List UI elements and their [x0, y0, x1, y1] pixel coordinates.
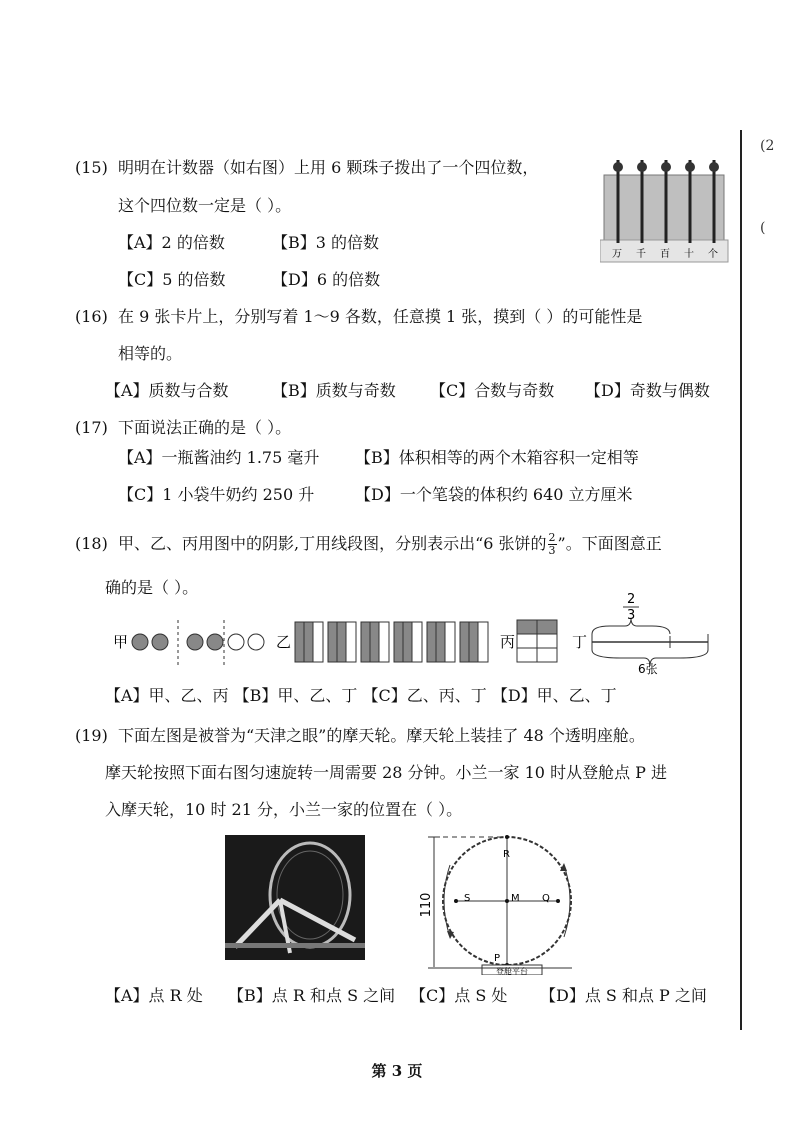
figure-label-bing: 丙	[500, 633, 516, 651]
q19-text: 入摩天轮，10 时 21 分，小兰一家的位置在（ ）。	[105, 800, 463, 819]
q15-text: 明明在计数器（如右图）上用 6 颗珠子拨出了一个四位数，	[118, 158, 539, 177]
q16-option-b[interactable]: 【B】质数与奇数	[272, 381, 396, 400]
q15-option-c[interactable]: 【C】5 的倍数	[118, 270, 226, 289]
abacus-label: 万	[612, 249, 622, 260]
abacus-label: 个	[708, 249, 718, 260]
q18-text: 确的是（ ）。	[105, 578, 199, 597]
point-m: M	[511, 893, 520, 904]
q16-text: 相等的。	[118, 344, 183, 363]
q19-number: (19)	[75, 726, 108, 745]
q15-number: (15)	[75, 158, 108, 177]
figure-label-yi: 乙	[276, 633, 292, 651]
tianjin-eye-photo	[225, 835, 365, 960]
segment-frac-den: 3	[627, 608, 636, 623]
q17-text: 下面说法正确的是（ ）。	[118, 418, 292, 437]
q18-number: (18)	[75, 534, 108, 553]
q17-option-c[interactable]: 【C】1 小袋牛奶约 250 升	[118, 485, 315, 504]
point-p: P	[494, 953, 501, 964]
ferris-wheel-diagram	[410, 825, 585, 975]
q17-option-b[interactable]: 【B】体积相等的两个木箱容积一定相等	[355, 448, 639, 467]
q15-text: 这个四位数一定是（ ）。	[118, 196, 292, 215]
abacus-image	[600, 155, 730, 265]
q16-option-c[interactable]: 【C】合数与奇数	[430, 381, 555, 400]
point-r: R	[503, 849, 510, 860]
margin-line	[740, 130, 742, 1030]
q19-text: 摩天轮按照下面右图匀速旋转一周需要 28 分钟。小兰一家 10 时从登舱点 P 进	[105, 763, 668, 782]
abacus-label: 千	[636, 249, 646, 260]
abacus-label: 十	[684, 249, 694, 260]
segment-frac-num: 2	[627, 592, 636, 607]
page-number: 第 3 页	[371, 1062, 423, 1080]
q18-text: 甲、乙、丙用图中的阴影,丁用线段图，分别表示出“6 张饼的 $\frac{2}{3}$ ”。下面图意正	[118, 531, 662, 558]
platform-label: 登舱平台	[496, 967, 528, 975]
q19-option-b[interactable]: 【B】点 R 和点 S 之间	[228, 986, 396, 1005]
q17-number: (17)	[75, 418, 108, 437]
height-label: 110	[419, 892, 434, 918]
q16-text: 在 9 张卡片上，分别写着 1～9 各数，任意摸 1 张，摸到（ ）的可能性是	[118, 307, 643, 326]
q17-option-a[interactable]: 【A】一瓶酱油约 1.75 毫升	[118, 448, 320, 467]
abacus-label: 百	[660, 249, 670, 260]
side-mark: (2	[760, 138, 775, 154]
q18-options[interactable]: 【A】甲、乙、丙 【B】甲、乙、丁 【C】乙、丙、丁 【D】甲、乙、丁	[105, 686, 617, 705]
q19-option-c[interactable]: 【C】点 S 处	[410, 986, 508, 1005]
q15-option-a[interactable]: 【A】2 的倍数	[118, 233, 225, 252]
q17-option-d[interactable]: 【D】一个笔袋的体积约 640 立方厘米	[355, 485, 633, 504]
figure-label-ding: 丁	[572, 633, 588, 651]
q16-number: (16)	[75, 307, 108, 326]
fraction: $\frac{2}{3}$	[548, 531, 556, 558]
q19-option-d[interactable]: 【D】点 S 和点 P 之间	[540, 986, 707, 1005]
point-s: S	[464, 893, 471, 904]
q15-option-d[interactable]: 【D】6 的倍数	[272, 270, 381, 289]
figure-label-jia: 甲	[113, 633, 129, 651]
q18-figures	[110, 590, 730, 675]
q16-option-a[interactable]: 【A】质数与合数	[105, 381, 229, 400]
q19-option-a[interactable]: 【A】点 R 处	[105, 986, 203, 1005]
side-mark: (	[760, 220, 766, 236]
q16-option-d[interactable]: 【D】奇数与偶数	[585, 381, 710, 400]
q15-option-b[interactable]: 【B】3 的倍数	[272, 233, 380, 252]
q19-text: 下面左图是被誉为“天津之眼”的摩天轮。摩天轮上装挂了 48 个透明座舱。	[118, 726, 645, 745]
point-q: Q	[542, 893, 550, 904]
segment-total: 6张	[638, 662, 658, 675]
